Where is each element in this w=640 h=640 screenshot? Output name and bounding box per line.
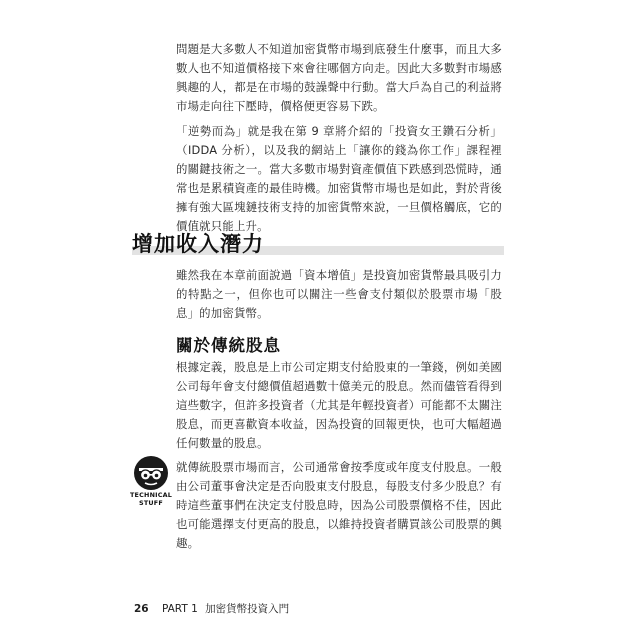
body-paragraph-3: 雖然我在本章前面說過「資本增值」是投資加密貨幣最具吸引力的特點之一，但你也可以關注一些會支付類似於股票市場「股息」的加密貨幣。 [176, 268, 502, 320]
technical-stuff-icon [130, 455, 172, 508]
body-paragraph-4: 根據定義，股息是上市公司定期支付給股東的一筆錢，例如美國公司每年會支付總價值超過數十億美元的股息。然而儘管看得到這些數字，但許多投資者（尤其是年輕投資者）可能都不太關注股息，而更喜歡資本收益，因為投資的回報更快，也可大幅超過任何數量的股息。 [176, 360, 502, 450]
part-label: PART 1 [161, 603, 198, 615]
technical-label: TECHNICAL [130, 491, 172, 499]
nerd-face-icon [133, 455, 169, 491]
section-heading-text: 增加收入潛力 [132, 232, 264, 256]
subsection-heading: 關於傳統股息 [176, 336, 281, 355]
page-number: 26 [134, 603, 149, 615]
body-paragraph-2: 「逆勢而為」就是我在第 9 章將介紹的「投資女王鑽石分析」（IDDA 分析），以及我的網站上「讓你的錢為你工作」課程裡的關鍵技術之一。當大多數市場對資產價值下跌感到恐慌時，通常也是累積資產的最佳時機。加密貨幣市場也是如此，對於背後擁有強大區塊鏈技術支持的加密貨幣來說，一旦價格觸底，它的價值就只能上升。 [176, 124, 502, 233]
stuff-label: STUFF [139, 499, 163, 508]
page-footer [134, 601, 289, 616]
part-title: 加密貨幣投資入門 [205, 603, 290, 615]
body-paragraph-1: 問題是大多數人不知道加密貨幣市場到底發生什麼事，而且大多數人也不知道價格接下來會往哪個方向走。因此大多數對市場感興趣的人，都是在市場的鼓譟聲中行動。當大戶為自己的利益將市場走向往下壓時，價格便更容易下跌。 [176, 42, 502, 113]
section-heading [132, 228, 504, 258]
body-paragraph-5: 就傳統股票市場而言，公司通常會按季度或年度支付股息。一般由公司董事會決定是否向股東支付股息，每股支付多少股息？有時這些董事們在決定支付股息時，因為公司股票價格不佳，因此也可能選擇支付更高的股息，以維持投資者購買該公司股票的興趣。 [176, 460, 502, 550]
